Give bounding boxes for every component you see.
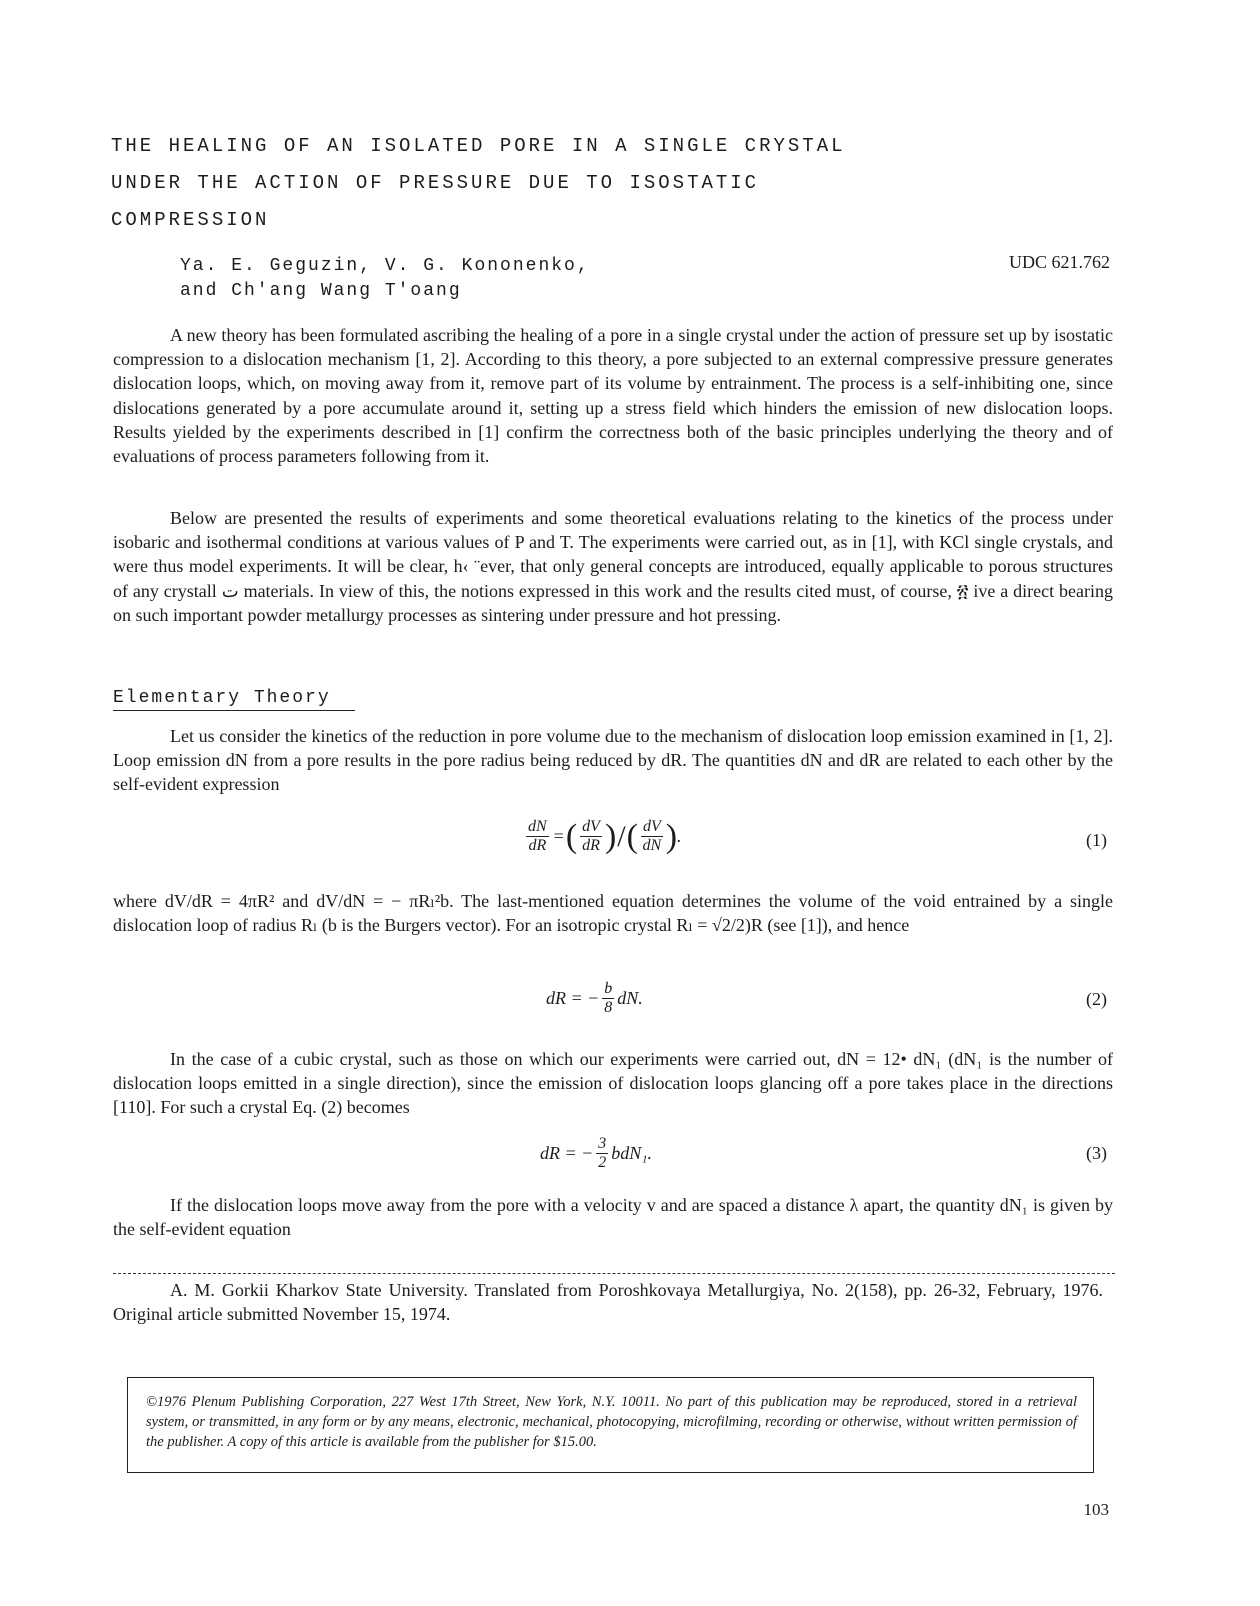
authors	[180, 254, 590, 304]
authors-line-2: and Ch'ang Wang T'oang	[180, 281, 462, 301]
page-number: 103	[1083, 1500, 1109, 1519]
intro-paragraph-2: Below are presented the results of experiments and some theoretical evaluations relating to the kinetics of the process under isobaric and isothermal conditions at various values of P and T. The experiments were carried out, as in [1], with KCl single crystals, and were thus model experiments. It will be clear, h‹ ¨ever, that only general concepts are introduced, equally applicable to porous structures of any crystall ﺕ materials. In view of this, the notions expressed in this work and the results cited must, of course, ፳ ive a direct bearing on such important powder metallurgy processes as sintering under pressure and hot pressing.	[113, 508, 1113, 625]
authors-line-1: Ya. E. Geguzin, V. G. Kononenko,	[180, 256, 590, 276]
copyright-text: ©1976 Plenum Publishing Corporation, 227 West 17th Street, New York, N.Y. 10011. No part of this publication may be reproduced, stored in a retrieval system, or transmitted, in any form or by any means, electronic, mechanical, photocopying, microfilming, recording or otherwise, without written permission of the publisher. A copy of this article is available from the publisher for $15.00.	[146, 1394, 1077, 1450]
eq3-fraction: $\frac{3}{2}$	[598, 1135, 607, 1171]
theory-paragraph-4: If the dislocation loops move away from the pore with a velocity v and are spaced a distance λ apart, the quantity dN₁ is given by the self-evident equation	[113, 1195, 1113, 1240]
footnote: A. M. Gorkii Kharkov State University. Translated from Poroshkovaya Metallurgiya, No. 2(158), pp. 26-32, February, 1976. Original article submitted November 15, 1974.	[113, 1280, 1103, 1324]
intro-paragraph-1: A new theory has been formulated ascribing the healing of a pore in a single crystal under the action of pressure set up by isostatic compression to a dislocation mechanism [1, 2]. According to this theory, a pore subjected to an external compressive pressure generates dislocation loops, which, on moving away from it, remove part of its volume by entrainment. The process is a self-inhibiting one, since dislocations generated by a pore accumulate around it, setting up a stress field which hinders the emission of new dislocation loops. Results yielded by the experiments described in [1] confirm the correctness both of the basic principles underlying the theory and of evaluations of process parameters following from it.	[113, 325, 1113, 467]
theory-paragraph-1: Let us consider the kinetics of the reduction in pore volume due to the mechanism of dislocation loop emission examined in [1, 2]. Loop emission dN from a pore results in the pore radius being reduced by dR. The quantities dN and dR are related to each other by the self-evident expression	[113, 726, 1113, 795]
equation-1-number: (1)	[1086, 830, 1107, 850]
eq1-dv-dr: $\frac{dV}{dR}$	[582, 818, 600, 854]
equation-3-number: (3)	[1086, 1143, 1107, 1163]
section-heading: Elementary Theory	[113, 688, 355, 711]
eq2-fraction: $\frac{b}{8}$	[604, 980, 613, 1016]
udc-code: UDC 621.762	[1008, 252, 1110, 272]
copyright-box	[127, 1377, 1094, 1473]
eq1-lhs: $\frac{dN}{dR}$	[528, 818, 547, 854]
article-title: THE HEALING OF AN ISOLATED PORE IN A SINGLE CRYSTAL UNDER THE ACTION OF PRESSURE DUE TO ISOSTATIC COMPRESSION	[111, 135, 846, 231]
theory-paragraph-3: In the case of a cubic crystal, such as those on which our experiments were carried out, dN = 12• dN₁ (dN₁ is the number of dislocation loops emitted in a single direction), since the emission of dislocation loops glancing off a pore takes place in the directions [110]. For such a crystal Eq. (2) becomes	[113, 1049, 1113, 1118]
equation-2-number: (2)	[1086, 989, 1107, 1009]
eq1-dv-dn: $\frac{dV}{dN}$	[642, 818, 662, 854]
theory-paragraph-2: where dV/dR = 4πR² and dV/dN = − πRₗ²b. The last-mentioned equation determines the volume of the void entrained by a single dislocation loop of radius Rₗ (b is the Burgers vector). For an isotropic crystal Rₗ = √2/2)R (see [1]), and hence	[113, 891, 1113, 936]
footnote-rule	[113, 1273, 1115, 1274]
